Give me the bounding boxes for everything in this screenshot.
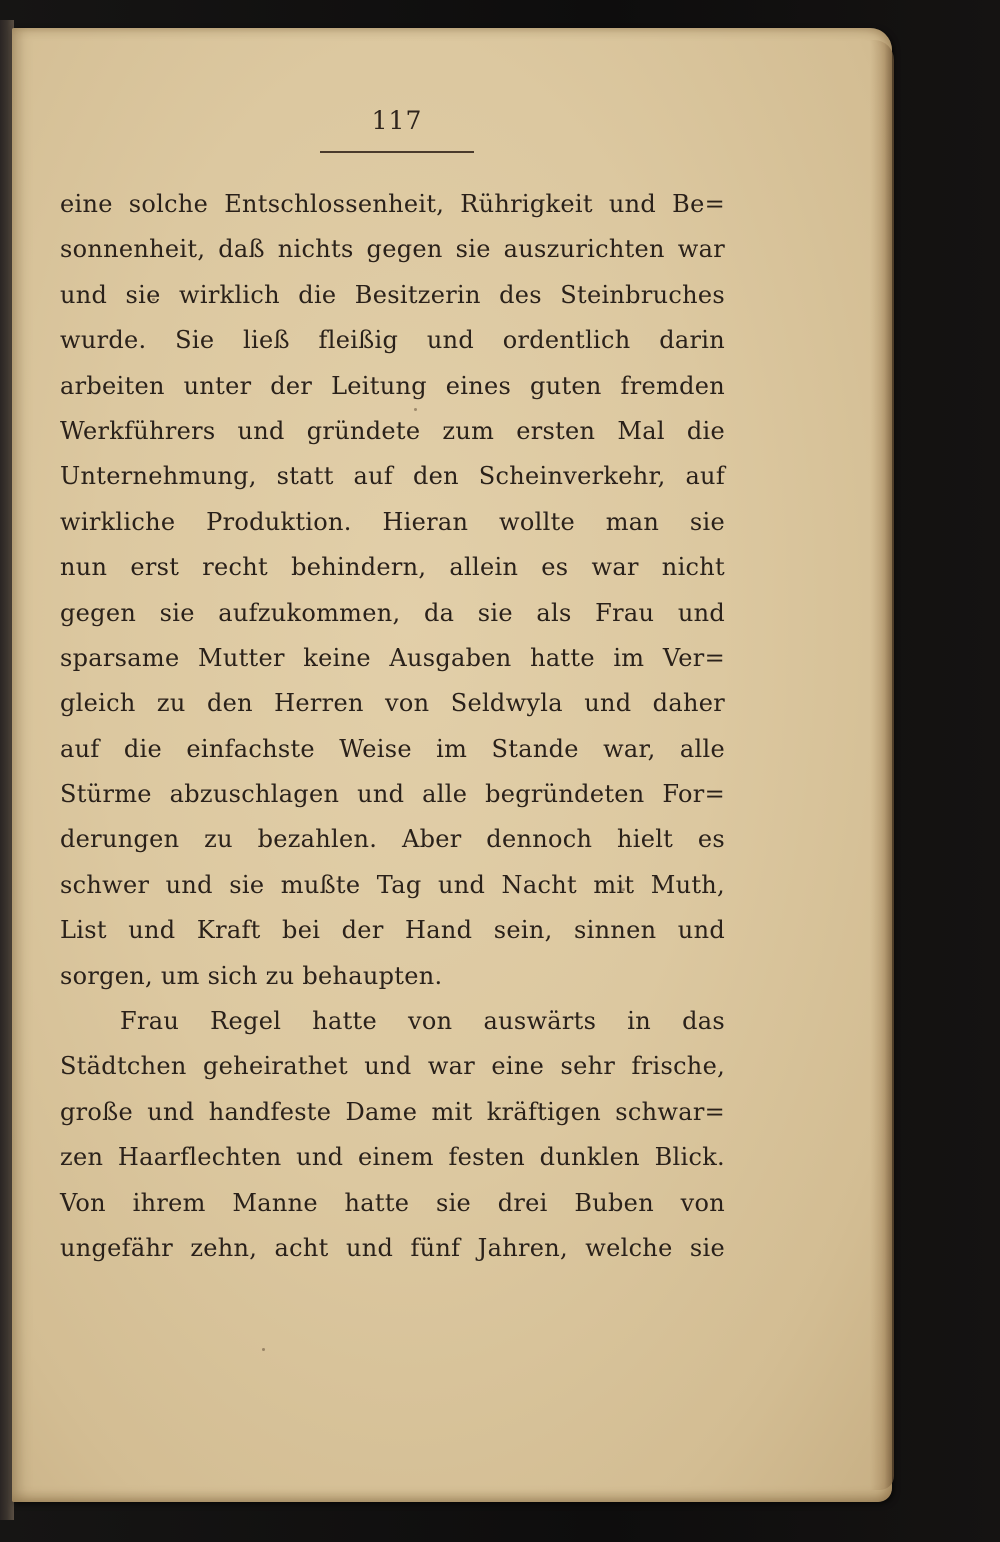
text-line: nun erst recht behindern, allein es war nicht (60, 553, 725, 582)
text-line: auf die einfachste Weise im Stande war, alle (60, 734, 725, 763)
paper-speck (262, 1348, 265, 1351)
text-line: Von ihrem Manne hatte sie drei Buben von (60, 1188, 725, 1217)
page-number: 117 (371, 106, 423, 135)
text-line: List und Kraft bei der Hand sein, sinnen und (60, 916, 725, 945)
text-line: große und handfeste Dame mit kräftigen schwar= (60, 1097, 725, 1126)
text-line: zen Haarflechten und einem festen dunklen Blick. (60, 1143, 725, 1172)
text-line: arbeiten unter der Leitung eines guten fremden (60, 371, 725, 400)
text-line: gegen sie aufzukommen, da sie als Frau und (60, 598, 725, 627)
paragraph-end-line: sorgen, um sich zu behaupten. (60, 961, 443, 990)
text-line: eine solche Entschlossenheit, Rührigkeit und Be= (60, 190, 725, 218)
text-line: gleich zu den Herren von Seldwyla und daher (60, 689, 725, 718)
text-line: sparsame Mutter keine Ausgaben hatte im Ver= (60, 643, 725, 672)
text-line: Werkführers und gründete zum ersten Mal die (60, 416, 725, 445)
text-line: sonnenheit, daß nichts gegen sie auszurichten war (60, 235, 725, 264)
text-line: derungen zu bezahlen. Aber dennoch hielt es (60, 825, 725, 854)
text-line: Stürme abzuschlagen und alle begründeten For= (60, 780, 725, 809)
header-rule (320, 151, 474, 153)
text-line: Städtchen geheirathet und war eine sehr frische, (60, 1052, 725, 1081)
text-line: wurde. Sie ließ fleißig und ordentlich darin (60, 326, 725, 355)
body-text (60, 182, 725, 1271)
text-line: wirkliche Produktion. Hieran wollte man sie (60, 507, 725, 536)
text-line: schwer und sie mußte Tag und Nacht mit Muth, (60, 870, 725, 899)
text-line: ungefähr zehn, acht und fünf Jahren, welche sie (60, 1233, 725, 1262)
text-line: und sie wirklich die Besitzerin des Steinbruches (60, 280, 725, 309)
paragraph-start-line: Frau Regel hatte von auswärts in das (120, 1007, 725, 1036)
text-line: Unternehmung, statt auf den Scheinverkehr, auf (60, 462, 725, 491)
